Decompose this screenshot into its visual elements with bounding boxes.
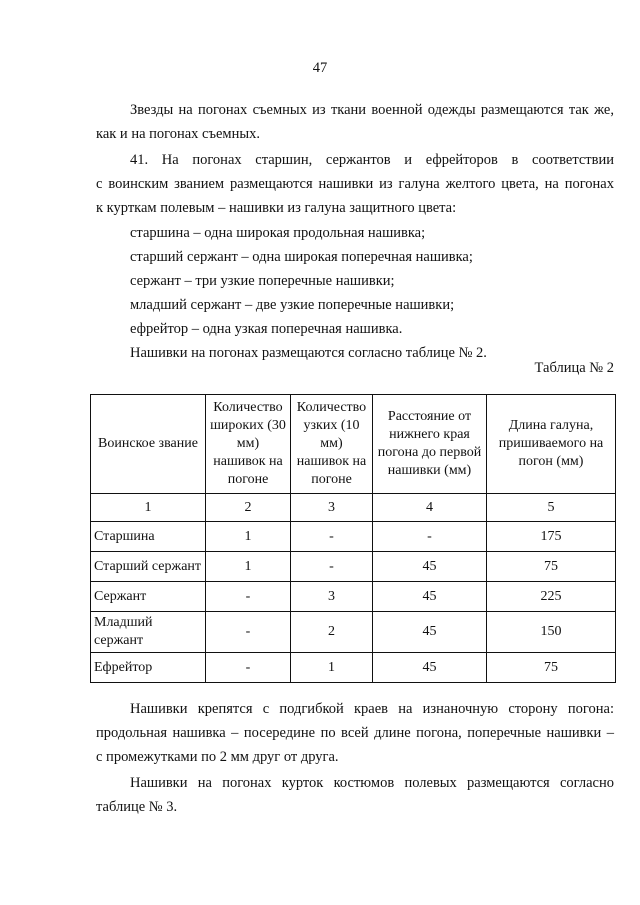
column-number: 3 [291, 494, 373, 522]
clause-41 [96, 148, 614, 220]
rank-list [96, 221, 614, 365]
column-header-narrow-stripes: Количество узких (10 мм) нашивок на погоне [291, 395, 373, 494]
rank-cell: Сержант [91, 582, 206, 612]
narrow-stripes-cell: 1 [291, 653, 373, 683]
rank-cell: Старшина [91, 522, 206, 552]
wide-stripes-cell: 1 [206, 552, 291, 582]
narrow-stripes-cell: 3 [291, 582, 373, 612]
braid-length-cell: 150 [487, 612, 616, 653]
wide-stripes-cell: - [206, 582, 291, 612]
wide-stripes-cell: - [206, 653, 291, 683]
column-header-distance: Расстояние от нижнего края погона до первой нашивки (мм) [373, 395, 487, 494]
rank-list-item: ефрейтор – одна узкая поперечная нашивка. [130, 321, 403, 337]
narrow-stripes-cell: - [291, 552, 373, 582]
rank-list-item: старший сержант – одна широкая поперечная нашивка; [130, 249, 473, 265]
braid-length-cell: 75 [487, 552, 616, 582]
top-paragraph-line-1: Звезды на погонах съемных из ткани военной одежды размещаются так же, [130, 102, 614, 118]
distance-cell: - [373, 522, 487, 552]
wide-stripes-cell: - [206, 612, 291, 653]
column-header-braid-length: Длина галуна, пришиваемого на погон (мм) [487, 395, 616, 494]
narrow-stripes-cell: 2 [291, 612, 373, 653]
page-number: 47 [312, 60, 328, 76]
clause-41-line-1: 41. На погонах старшин, сержантов и ефрейторов в соответствии [130, 152, 614, 168]
table-row [91, 552, 616, 582]
distance-cell: 45 [373, 612, 487, 653]
table-header-row [91, 395, 616, 494]
final-paragraph [96, 771, 614, 819]
distance-cell: 45 [373, 552, 487, 582]
rank-insignia-table [90, 394, 616, 683]
top-paragraph-line-2: как и на погонах съемных. [96, 126, 260, 142]
table-intro: Нашивки на погонах размещаются согласно таблице № 2. [130, 345, 487, 361]
attach-paragraph-line-3: с промежутками по 2 мм друг от друга. [96, 749, 339, 765]
braid-length-cell: 175 [487, 522, 616, 552]
distance-cell: 45 [373, 582, 487, 612]
table-row [91, 582, 616, 612]
braid-length-cell: 225 [487, 582, 616, 612]
rank-list-item: младший сержант – две узкие поперечные нашивки; [130, 297, 455, 313]
column-header-wide-stripes: Количество широких (30 мм) нашивок на погоне [206, 395, 291, 494]
table-column-number-row [91, 494, 616, 522]
top-paragraph [96, 98, 614, 146]
attach-paragraph-line-2: продольная нашивка – посередине по всей длине погона, поперечные нашивки – [96, 725, 614, 741]
narrow-stripes-cell: - [291, 522, 373, 552]
rank-list-item: сержант – три узкие поперечные нашивки; [130, 273, 395, 289]
attach-paragraph [96, 697, 614, 769]
rank-cell: Младший сержант [91, 612, 206, 653]
column-number: 5 [487, 494, 616, 522]
column-number: 2 [206, 494, 291, 522]
column-number: 1 [91, 494, 206, 522]
attach-paragraph-line-1: Нашивки крепятся с подгибкой краев на изнаночную сторону погона: [130, 701, 614, 717]
rank-cell: Ефрейтор [91, 653, 206, 683]
rank-cell: Старший сержант [91, 552, 206, 582]
clause-41-line-2: с воинским званием размещаются нашивки из галуна желтого цвета, на погонах [96, 176, 614, 192]
rank-list-item: старшина – одна широкая продольная нашивка; [130, 225, 426, 241]
column-header-rank: Воинское звание [91, 395, 206, 494]
wide-stripes-cell: 1 [206, 522, 291, 552]
table-row [91, 612, 616, 653]
table-row [91, 522, 616, 552]
distance-cell: 45 [373, 653, 487, 683]
final-paragraph-line-2: таблице № 3. [96, 799, 178, 815]
column-number: 4 [373, 494, 487, 522]
clause-41-line-3: к курткам полевым – нашивки из галуна защитного цвета: [96, 200, 457, 216]
table-caption: Таблица № 2 [534, 360, 614, 376]
braid-length-cell: 75 [487, 653, 616, 683]
final-paragraph-line-1: Нашивки на погонах курток костюмов полевых размещаются согласно [130, 775, 614, 791]
table-row [91, 653, 616, 683]
